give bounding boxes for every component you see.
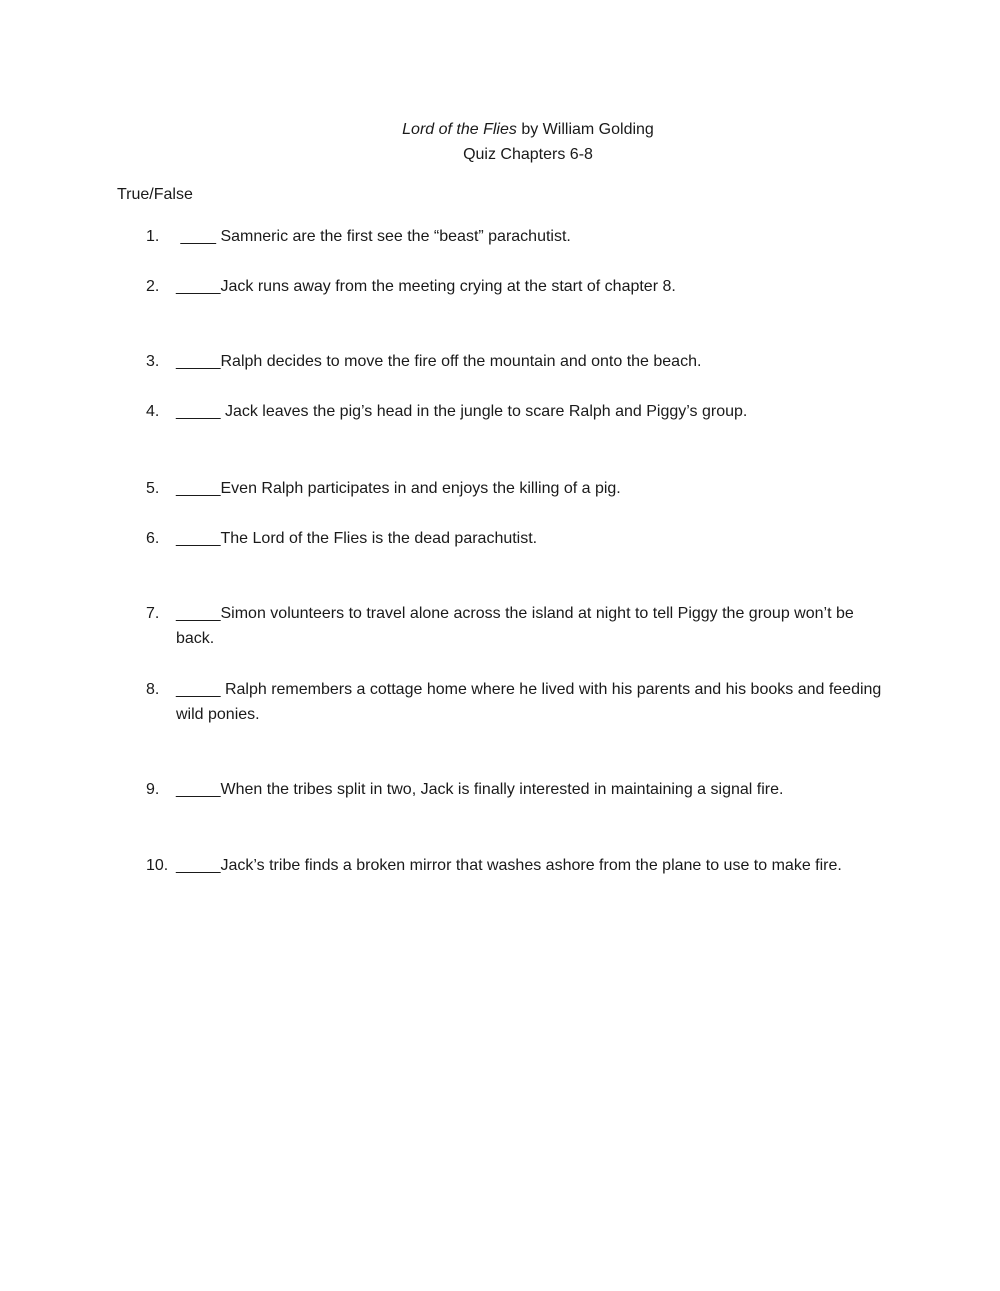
question-6	[146, 526, 886, 551]
answer-blank: _____	[176, 278, 221, 295]
question-text: Simon volunteers to travel alone across the island at night to tell Piggy the group won’t be back.	[176, 605, 854, 647]
answer-blank: ____	[176, 228, 221, 245]
question-number: 3.	[146, 353, 160, 370]
question-number: 9.	[146, 781, 160, 798]
answer-blank: _____	[176, 403, 225, 420]
question-number: 6.	[146, 530, 160, 547]
question-5	[146, 476, 886, 501]
question-text: Jack runs away from the meeting crying at the start of chapter 8.	[220, 278, 676, 295]
question-2	[146, 274, 886, 299]
question-text: Jack leaves the pig’s head in the jungle to scare Ralph and Piggy’s group.	[224, 403, 748, 420]
title-line	[0, 117, 1000, 142]
question-7	[146, 601, 886, 651]
quiz-subtitle: Quiz Chapters 6-8	[463, 146, 593, 163]
question-number: 4.	[146, 403, 160, 420]
question-number: 10.	[146, 857, 169, 874]
author-byline: by William Golding	[516, 121, 654, 138]
book-title: Lord of the Flies	[402, 121, 517, 138]
question-4	[146, 399, 886, 424]
answer-blank: _____	[176, 605, 221, 622]
quiz-header	[0, 117, 1000, 167]
question-number: 1.	[146, 228, 160, 245]
question-number: 2.	[146, 278, 160, 295]
question-text: Jack’s tribe finds a broken mirror that washes ashore from the plane to use to make fire.	[220, 857, 842, 874]
question-text: Ralph remembers a cottage home where he lived with his parents and his books and feeding wild ponies.	[176, 681, 882, 723]
question-text: Even Ralph participates in and enjoys the killing of a pig.	[220, 480, 621, 497]
answer-blank: _____	[176, 781, 221, 798]
answer-blank: _____	[176, 857, 221, 874]
question-1	[146, 224, 886, 249]
question-3	[146, 349, 886, 374]
section-label: True/False	[117, 186, 193, 203]
question-9	[146, 777, 886, 802]
question-text: When the tribes split in two, Jack is finally interested in maintaining a signal fire.	[220, 781, 784, 798]
question-text: Ralph decides to move the fire off the mountain and onto the beach.	[220, 353, 702, 370]
question-10	[146, 853, 886, 878]
question-text: The Lord of the Flies is the dead parachutist.	[220, 530, 538, 547]
question-number: 7.	[146, 605, 160, 622]
question-text: Samneric are the first see the “beast” parachutist.	[220, 228, 571, 245]
question-8	[146, 677, 886, 727]
question-number: 5.	[146, 480, 160, 497]
answer-blank: _____	[176, 530, 221, 547]
question-number: 8.	[146, 681, 160, 698]
answer-blank: _____	[176, 480, 221, 497]
answer-blank: _____	[176, 681, 225, 698]
answer-blank: _____	[176, 353, 221, 370]
